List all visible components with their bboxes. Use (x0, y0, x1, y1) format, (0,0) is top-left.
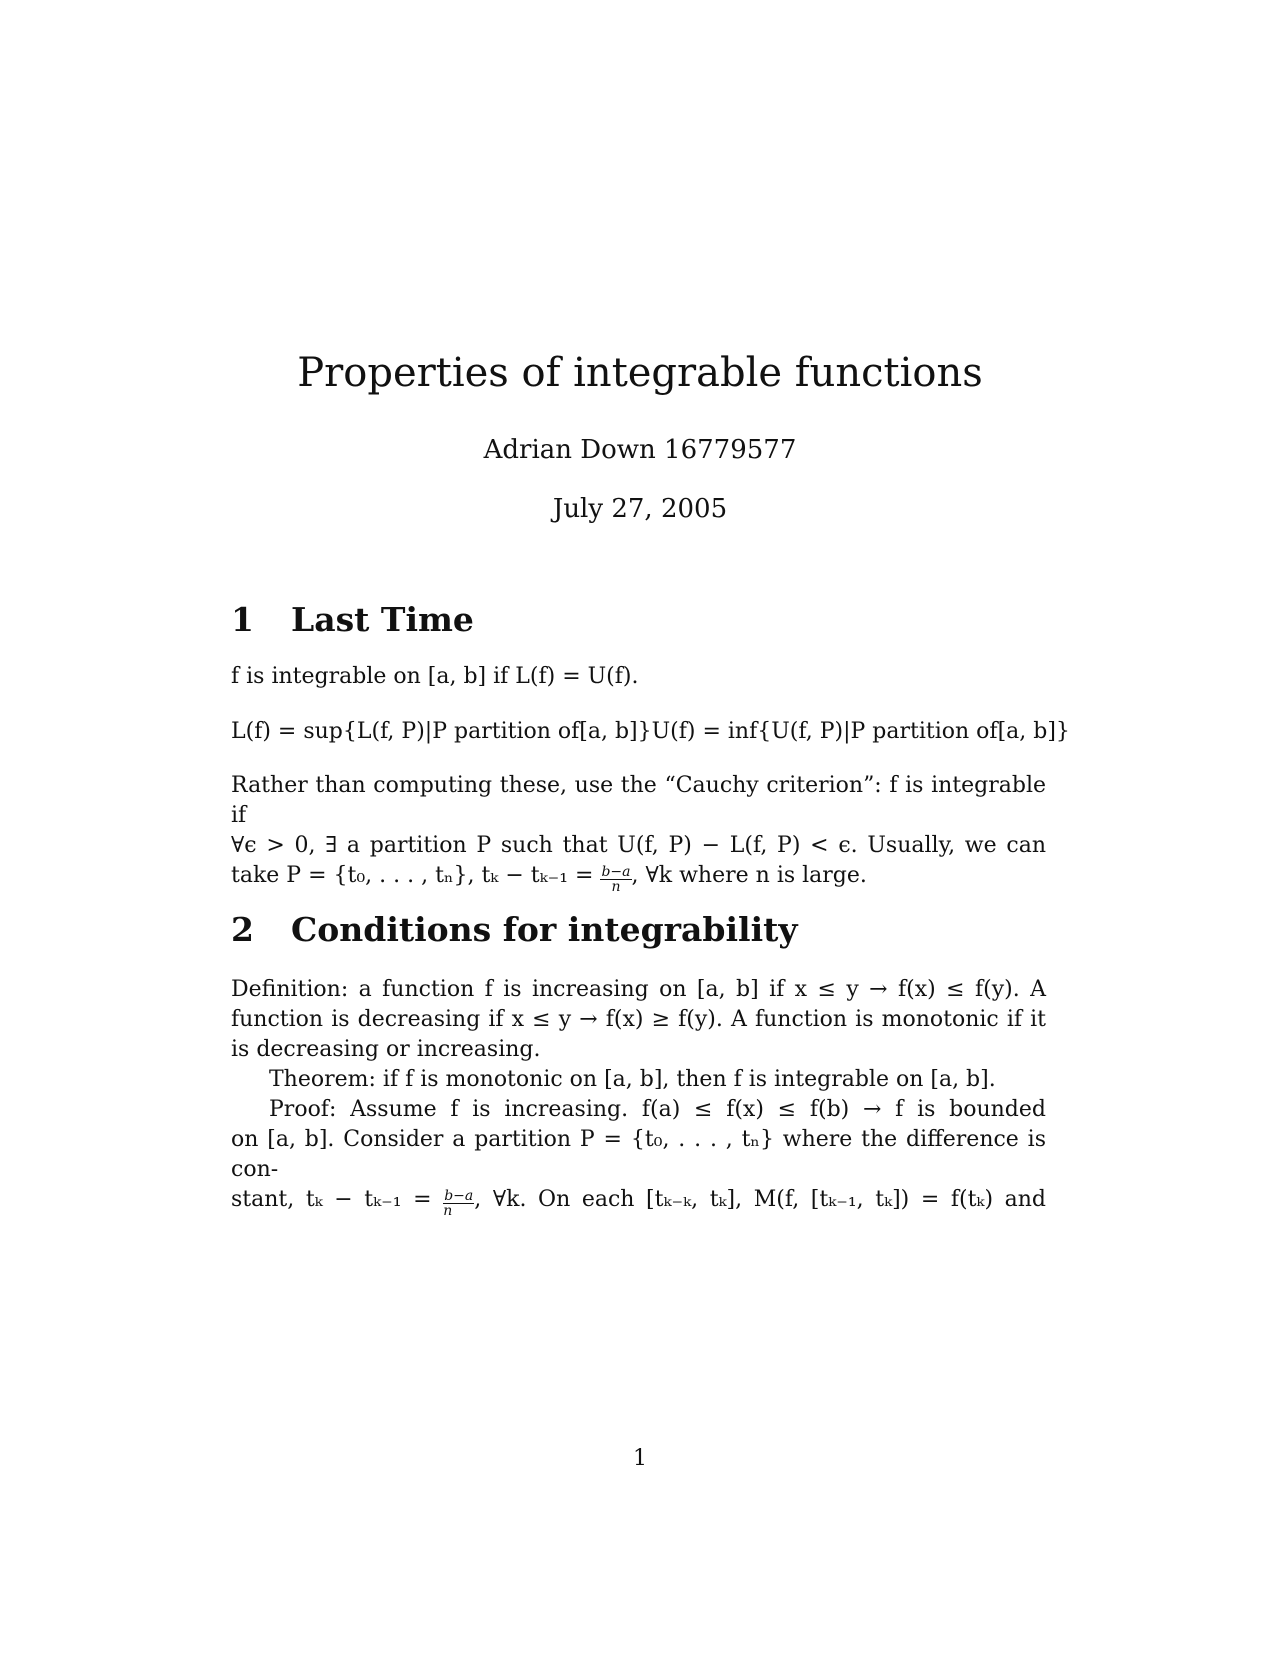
fraction-numerator: b−a (601, 864, 631, 880)
text-segment: stant, tₖ − tₖ₋₁ = (231, 1187, 432, 1212)
paragraph-integrable-condition (231, 662, 1046, 692)
page-number: 1 (633, 1446, 647, 1471)
text-segment: take P = {t₀, . . . , tₙ}, tₖ − tₖ₋₁ = (231, 863, 594, 888)
author-line: Adrian Down 16779577 (483, 435, 797, 465)
text-line: on [a, b]. Consider a partition P = {t₀, . . . , tₙ} where the difference is con- (231, 1127, 1046, 1182)
text-line: function is decreasing if x ≤ y → f(x) ≥ f(y). A function is monotonic if it (231, 1007, 1046, 1032)
fraction (443, 1189, 474, 1218)
theorem-line: Theorem: if f is monotonic on [a, b], then f is integrable on [a, b]. (269, 1067, 996, 1092)
text-line: Definition: a function f is increasing on [a, b] if x ≤ y → f(x) ≤ f(y). A (231, 977, 1046, 1002)
text-line: Rather than computing these, use the “Cauchy criterion”: f is integrable if (231, 773, 1046, 828)
text-line: ∀ϵ > 0, ∃ a partition P such that U(f, P) − L(f, P) < ϵ. Usually, we can (231, 833, 1046, 858)
text-segment: , ∀k. On each [tₖ₋ₖ, tₖ], M(f, [tₖ₋₁, tₖ]) = f(tₖ) and (474, 1187, 1046, 1212)
section-number: 2 (231, 910, 254, 949)
text-line: L(f) = sup{L(f, P)|P partition of[a, b]}U(f) = inf{U(f, P)|P partition of[a, b]} (231, 719, 1070, 744)
fraction-numerator: b−a (444, 1188, 474, 1204)
text-line: Proof: Assume f is increasing. f(a) ≤ f(x) ≤ f(b) → f is bounded (269, 1097, 1046, 1122)
text-line-with-fraction (231, 861, 1046, 894)
paragraph-sup-inf-definitions (231, 717, 1111, 747)
fraction-denominator: n (611, 879, 621, 895)
paragraph-cauchy-criterion (231, 771, 1046, 894)
section-title: Last Time (291, 600, 474, 639)
date-line: July 27, 2005 (552, 494, 728, 524)
fraction-denominator: n (443, 1203, 453, 1219)
section-heading-1 (231, 600, 1051, 639)
text-line: f is integrable on [a, b] if L(f) = U(f). (231, 664, 639, 689)
text-line-with-fraction (231, 1185, 1046, 1218)
paragraph-conditions (231, 975, 1046, 1218)
paper-title: Properties of integrable functions (297, 350, 983, 396)
text-segment: , ∀k where n is large. (631, 863, 867, 888)
section-title: Conditions for integrability (291, 910, 798, 949)
section-number: 1 (231, 600, 254, 639)
text-line: is decreasing or increasing. (231, 1037, 541, 1062)
section-heading-2 (231, 910, 1051, 949)
fraction (600, 865, 631, 894)
